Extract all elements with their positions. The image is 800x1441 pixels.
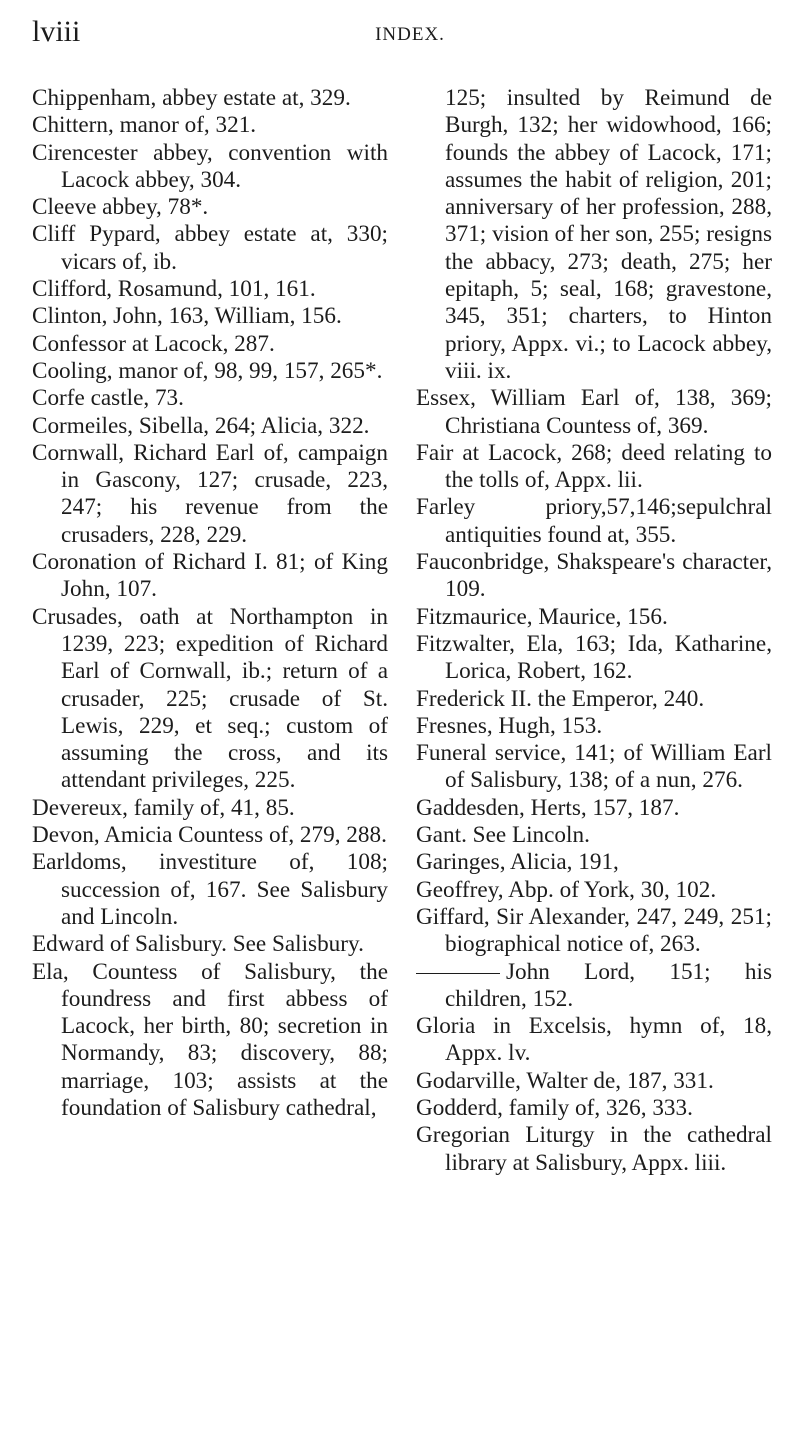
index-entry: Gaddesden, Herts, 157, 187. (416, 794, 680, 821)
index-entry: Cirencester abbey, convention with Lacock abbey, 304. (32, 139, 388, 193)
index-entry: Clinton, John, 163, William, 156. (32, 303, 342, 330)
index-entry: Cornwall, Richard Earl of, campaign in Gascony, 127; crusade, 223, 247; his revenue from the crusaders, 228, 229. (32, 439, 388, 548)
index-entry: Clifford, Rosamund, 101, 161. (32, 276, 316, 303)
index-entry: Giffard, Sir Alexander, 247, 249, 251; biographical notice of, 263. (416, 903, 772, 958)
index-entry: Coronation of Richard I. 81; of King John, 107. (32, 549, 388, 603)
index-entry: Cooling, manor of, 98, 99, 157, 265*. (32, 357, 383, 384)
running-head: INDEX. (375, 24, 445, 45)
index-entry: Geoffrey, Abp. of York, 30, 102. (416, 876, 717, 903)
index-entry: Crusades, oath at Northampton in 1239, 223; expedition of Richard Earl of Cornwall, ib.; return of a crusader, 225; crusade of St. Lewis, 229, et seq.; custom of assuming the cross, and its attendant privileges, 225. (32, 603, 388, 794)
index-column-right (416, 85, 772, 1177)
index-entry: Fauconbridge, Shakspeare's character, 109. (416, 549, 772, 603)
index-subentry-ditto (416, 959, 772, 1014)
index-entry: Devon, Amicia Countess of, 279, 288. (32, 822, 387, 849)
index-entry: Gregorian Liturgy in the cathedral library at Salisbury, Appx. liii. (416, 1122, 772, 1176)
index-entry: Farley priory,57,146;sepulchral antiquities found at, 355. (416, 494, 772, 548)
index-entry: Funeral service, 141; of William Earl of Salisbury, 138; of a nun, 276. (416, 740, 772, 794)
index-entry: Frederick II. the Emperor, 240. (416, 685, 705, 712)
index-entry: Cleeve abbey, 78*. (32, 194, 209, 221)
index-entry: Fitzwalter, Ela, 163; Ida, Katharine, Lorica, Robert, 162. (416, 630, 772, 685)
index-entry: Garinges, Alicia, 191, (416, 849, 619, 876)
index-column-left (32, 85, 388, 1122)
index-entry: Corfe castle, 73. (32, 385, 184, 412)
index-entry: Chittern, manor of, 321. (32, 112, 257, 139)
index-entry: Essex, William Earl of, 138, 369; Christiana Countess of, 369. (416, 385, 772, 439)
index-entry: Ela, Countess of Salisbury, the foundress and first abbess of Lacock, her birth, 80; secretion in Normandy, 83; discovery, 88; marriage, 103; assists at the foundation of Salisbury cathedral, (32, 958, 388, 1121)
index-entry: Cliff Pypard, abbey estate at, 330; vicars of, ib. (32, 221, 388, 275)
index-entry: Fresnes, Hugh, 153. (416, 712, 603, 739)
index-entry: Gant. See Lincoln. (416, 822, 590, 849)
index-entry: Chippenham, abbey estate at, 329. (32, 85, 351, 111)
index-entry: Edward of Salisbury. See Salisbury. (32, 931, 364, 958)
page-number: lviii (32, 15, 81, 48)
index-entry: Cormeiles, Sibella, 264; Alicia, 322. (32, 412, 370, 439)
index-entry: Fitzmaurice, Maurice, 156. (416, 603, 668, 630)
index-entry: Godarville, Walter de, 187, 331. (416, 1067, 714, 1094)
ditto-dash (416, 973, 500, 974)
index-entry-continued: 125; insulted by Reimund de Burgh, 132; her widowhood, 166; founds the abbey of Lacock, 171; assumes the habit of religion, 201; anniversary of her profession, 288, 371; vision of her son, 255; resigns the abbacy, 273; death, 275; her epitaph, 5; seal, 168; gravestone, 345, 351; charters, to Hinton priory, Appx. vi.; to Lacock abbey, viii. ix. (445, 85, 772, 384)
index-entry: Confessor at Lacock, 287. (32, 330, 275, 357)
index-entry: Earldoms, investiture of, 108; succession of, 167. See Salisbury and Lincoln. (32, 849, 388, 930)
index-entry: Devereux, family of, 41, 85. (32, 794, 295, 821)
index-entry: Godderd, family of, 326, 333. (416, 1094, 693, 1121)
index-entry: Gloria in Excelsis, hymn of, 18, Appx. lv. (416, 1013, 772, 1067)
index-entry: Fair at Lacock, 268; deed relating to the tolls of, Appx. lii. (416, 439, 772, 494)
index-subentry-text: John Lord, 151; his children, 152. (445, 958, 772, 1012)
